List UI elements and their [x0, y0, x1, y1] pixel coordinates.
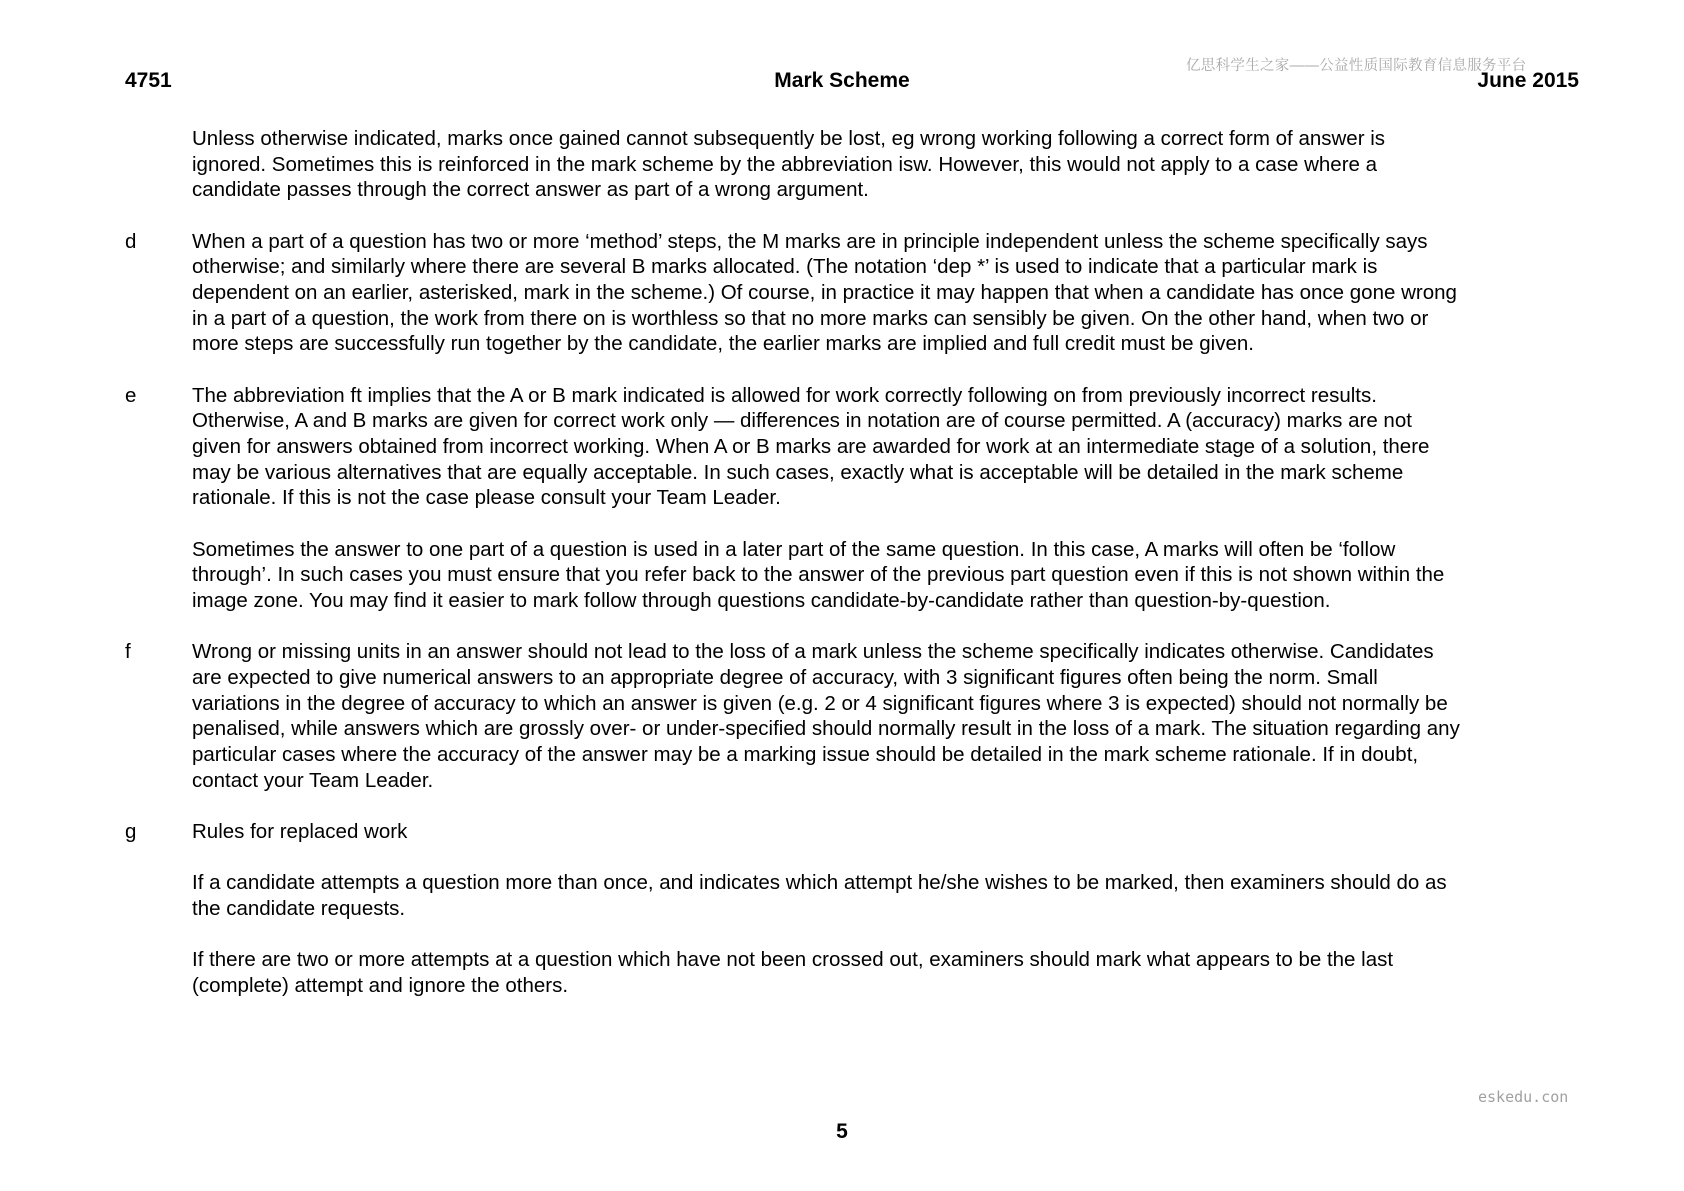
paragraph-text: When a part of a question has two or more ‘method’ steps, the M marks are in principle independent unless the scheme specifically says otherwise; and similarly where there are several B marks allocated. (The notation ‘dep *’ is used to indicate that a particular mark is dependent on an earlier, asterisked, mark in the scheme.) Of course, in practice it may happen that when a candidate has once gone wrong in a part of a question, the work from there on is worthless so that no more marks can sensibly be given. On the other hand, when two or more steps are successfully run together by the candidate, the earlier marks are implied and full credit must be given.	[192, 229, 1457, 356]
paragraph-g-uncrossed-attempts	[0, 947, 1684, 998]
document-title: Mark Scheme	[774, 69, 910, 92]
paragraph-text: Wrong or missing units in an answer should not lead to the loss of a mark unless the scheme specifically indicates otherwise. Candidates are expected to give numerical answers to an appropriate degree of accuracy, with 3 significant figures often being the norm. Small variations in the degree of accuracy to which an answer is given (e.g. 2 or 4 significant figures where 3 is expected) should not normally be penalised, while answers which are grossly over- or under-specified should normally result in the loss of a mark. The situation regarding any particular cases where the accuracy of the answer may be a marking issue should be detailed in the mark scheme rationale. If in doubt, contact your Team Leader.	[192, 640, 1460, 792]
paragraph-c-continued	[0, 126, 1684, 203]
paragraph-text: Rules for replaced work	[192, 819, 408, 843]
paragraph-g-multiple-attempts	[0, 870, 1684, 921]
watermark-bottom: eskedu.con	[1478, 1088, 1569, 1106]
paragraph-text: If there are two or more attempts at a question which have not been crossed out, examiners should mark what appears to be the last (complete) attempt and ignore the others.	[192, 948, 1394, 997]
paragraph-d	[0, 229, 1684, 358]
paragraph-e-follow-through	[0, 537, 1684, 614]
page-content	[0, 126, 1684, 998]
paragraph-text: Unless otherwise indicated, marks once gained cannot subsequently be lost, eg wrong working following a correct form of answer is ignored. Sometimes this is reinforced in the mark scheme by the abbreviation isw. However, this would not apply to a case where a candidate passes through the correct answer as part of a wrong argument.	[192, 127, 1386, 202]
document-code: 4751	[125, 69, 172, 92]
paragraph-text: Sometimes the answer to one part of a question is used in a later part of the same question. In this case, A marks will often be ‘follow through’. In such cases you must ensure that you refer back to the answer of the previous part question even if this is not shown within the image zone. You may find it easier to mark follow through questions candidate-by-candidate rather than question-by-question.	[192, 537, 1445, 613]
paragraph-g	[0, 819, 1684, 845]
paragraph-text: If a candidate attempts a question more than once, and indicates which attempt he/she wishes to be marked, then examiners should do as the candidate requests.	[192, 871, 1447, 920]
document-date: June 2015	[1477, 69, 1579, 92]
paragraph-letter: g	[125, 819, 137, 843]
page-number: 5	[836, 1120, 848, 1143]
watermark-top: 亿思科学生之家——公益性质国际教育信息服务平台	[1186, 58, 1527, 74]
paragraph-e	[0, 383, 1684, 512]
paragraph-letter: e	[125, 383, 137, 407]
paragraph-text: The abbreviation ft implies that the A or B mark indicated is allowed for work correctly following on from previously incorrect results. Otherwise, A and B marks are given for correct work only — differences in notation are of course permitted. A (accuracy) marks are not given for answers obtained from incorrect working. When A or B marks are awarded for work at an intermediate stage of a solution, there may be various alternatives that are equally acceptable. In such cases, exactly what is acceptable will be detailed in the mark scheme rationale. If this is not the case please consult your Team Leader.	[192, 383, 1430, 510]
paragraph-letter: d	[125, 229, 137, 253]
paragraph-letter: f	[125, 640, 131, 664]
paragraph-f	[0, 639, 1684, 793]
